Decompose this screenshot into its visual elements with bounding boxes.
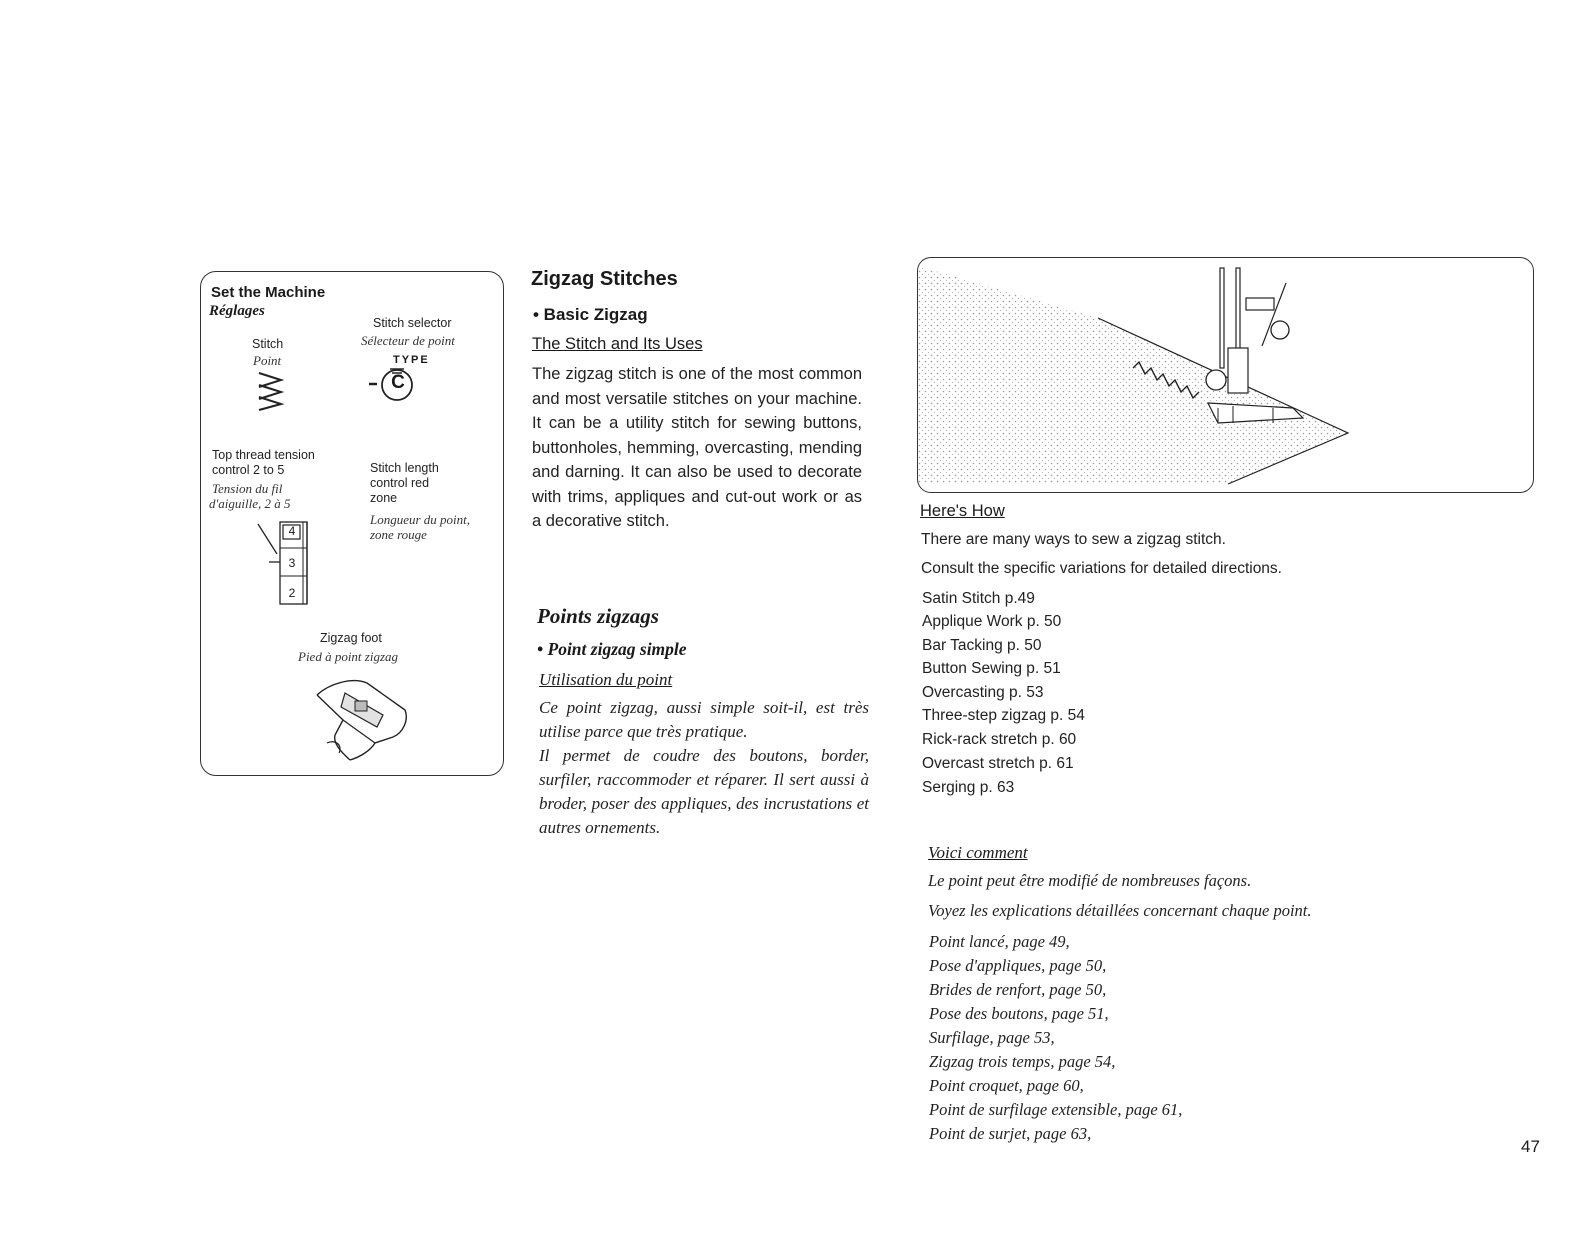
length-label-line-3: zone: [370, 491, 398, 505]
tension-label-fr-line-1: Tension du fil: [212, 481, 283, 496]
page-number: 47: [1521, 1137, 1540, 1156]
list-item: Point lancé, page 49,: [929, 932, 1070, 951]
length-label-line-1: Stitch length: [370, 461, 439, 475]
french-section-heading: Utilisation du point: [539, 670, 673, 689]
french-title: Points zigzags: [537, 604, 659, 628]
list-item: Serging p. 63: [922, 779, 1015, 796]
french-body-2: Il permet de coudre des boutons, border, surfiler, raccommoder et réparer. Il sert aussi à broder, poser des appliques, des incrustations et autres ornements.: [539, 746, 869, 837]
list-item: Pose des boutons, page 51,: [929, 1004, 1109, 1023]
list-item: Point de surjet, page 63,: [929, 1124, 1092, 1143]
list-item: Bar Tacking p. 50: [922, 637, 1042, 654]
sewing-illustration-frame: [917, 257, 1534, 493]
french-body-1: Ce point zigzag, aussi simple soit-il, est très utilise parce que très pratique.: [539, 698, 869, 741]
heres-how-line-2: Consult the specific variations for detailed directions.: [921, 560, 1282, 577]
list-item: Applique Work p. 50: [922, 613, 1062, 630]
tension-value-4: 4: [288, 524, 296, 538]
tension-label-line-1: Top thread tension: [212, 448, 315, 462]
settings-title: Set the Machine: [211, 284, 326, 301]
list-item: Pose d'appliques, page 50,: [929, 956, 1107, 975]
french-subtitle: • Point zigzag simple: [537, 639, 687, 659]
tension-label-fr-line-2: d'aiguille, 2 à 5: [209, 496, 291, 511]
english-body: The zigzag stitch is one of the most common and most versatile stitches on your machine. It can be a utility stitch for sewing buttons, buttonholes, hemming, overcasting, mending and darning. It can also be used to decorate with trims, appliques and cut-out work or as a decorative stitch.: [532, 365, 862, 530]
selector-type-label: TYPE: [393, 354, 430, 366]
stitch-selector-label-fr: Sélecteur de point: [361, 333, 455, 348]
english-title: Zigzag Stitches: [531, 268, 678, 290]
list-item: Rick-rack stretch p. 60: [922, 731, 1077, 748]
heres-how-heading: Here's How: [920, 502, 1005, 520]
tension-value-2: 2: [288, 586, 296, 600]
voici-comment-line-1: Le point peut être modifié de nombreuses façons.: [928, 871, 1252, 890]
list-item: Overcast stretch p. 61: [922, 755, 1074, 772]
tension-label-line-2: control 2 to 5: [212, 463, 285, 477]
list-item: Overcasting p. 53: [922, 684, 1044, 701]
length-label-fr-line-2: zone rouge: [370, 527, 427, 542]
length-label-fr-line-1: Longueur du point,: [370, 512, 471, 527]
list-item: Three-step zigzag p. 54: [922, 707, 1085, 724]
list-item: Brides de renfort, page 50,: [929, 980, 1107, 999]
stitch-label: Stitch: [252, 337, 284, 351]
voici-comment-heading: Voici comment: [928, 843, 1028, 862]
selector-letter: C: [391, 372, 405, 393]
list-item: Point de surfilage extensible, page 61,: [929, 1100, 1183, 1119]
list-item: Zigzag trois temps, page 54,: [929, 1052, 1116, 1071]
zigzag-stitch-icon: [255, 371, 289, 411]
stitch-label-fr: Point: [253, 353, 282, 368]
zigzag-foot-icon: [305, 665, 415, 765]
english-section-heading: The Stitch and Its Uses: [532, 335, 703, 353]
tension-value-3: 3: [288, 556, 296, 570]
list-item: Surfilage, page 53,: [929, 1028, 1055, 1047]
foot-label-fr: Pied à point zigzag: [298, 649, 399, 664]
list-item: Button Sewing p. 51: [922, 660, 1061, 677]
foot-label: Zigzag foot: [320, 631, 382, 645]
list-item: Satin Stitch p.49: [922, 590, 1035, 607]
voici-comment-line-2: Voyez les explications détaillées concernant chaque point.: [928, 901, 1312, 920]
list-item: Point croquet, page 60,: [929, 1076, 1084, 1095]
length-label-line-2: control red: [370, 476, 430, 490]
heres-how-line-1: There are many ways to sew a zigzag stitch.: [921, 531, 1226, 548]
settings-title-fr: Réglages: [209, 303, 265, 319]
stitch-selector-label: Stitch selector: [373, 316, 452, 330]
english-subtitle: • Basic Zigzag: [533, 305, 648, 324]
zigzag-sewing-illustration: [918, 258, 1534, 493]
